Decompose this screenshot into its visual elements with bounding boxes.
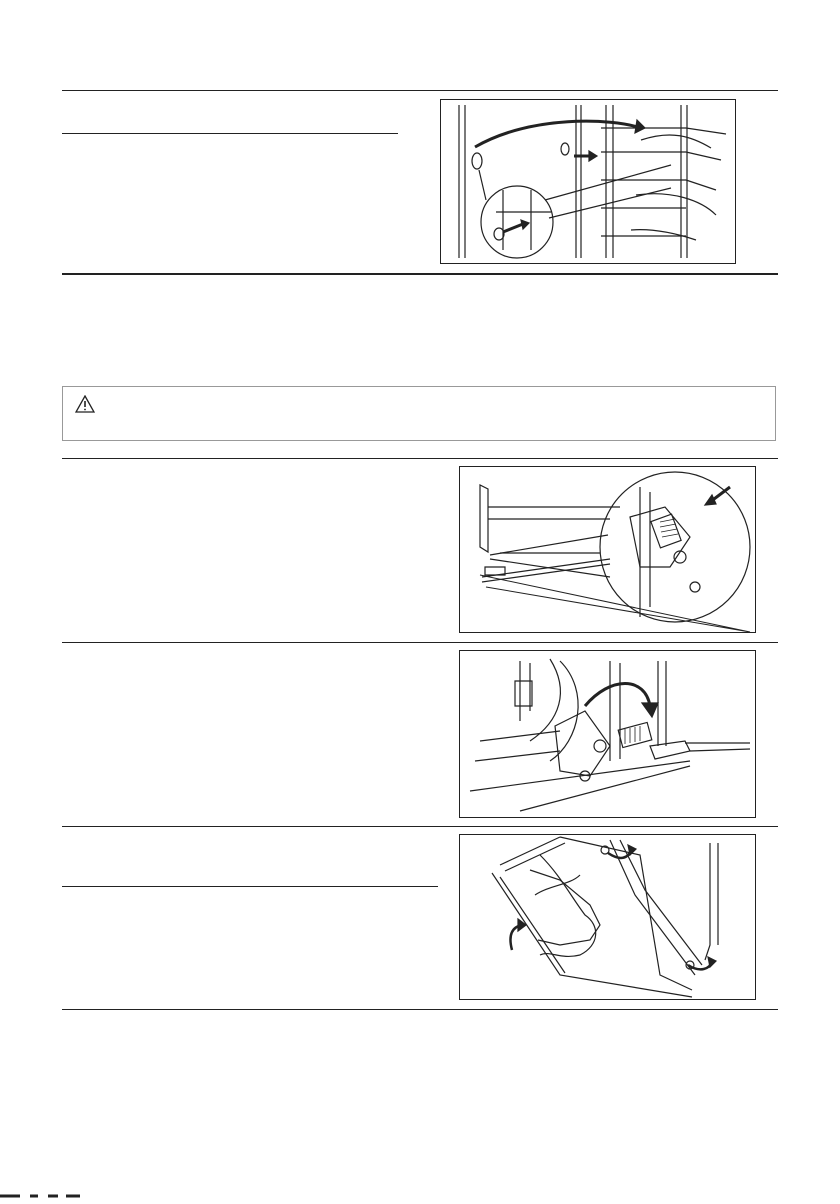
section-rule-5 (62, 1009, 778, 1010)
hinge-lever-rotate-figure (459, 650, 756, 818)
section-rule-top (62, 90, 778, 91)
warning-box (62, 386, 776, 441)
section-rule-1 (62, 273, 778, 275)
section-rule-2 (62, 458, 778, 459)
section-rule-4 (62, 826, 778, 827)
text-underline-1 (62, 133, 398, 134)
text-underline-2 (62, 886, 438, 887)
door-hinge-lever-figure (459, 466, 756, 633)
section-rule-3 (62, 642, 778, 643)
footer-mark (0, 1186, 120, 1192)
warning-triangle-icon (75, 395, 95, 413)
shelf-support-figure (440, 99, 736, 264)
door-lift-removal-figure (459, 834, 756, 1000)
